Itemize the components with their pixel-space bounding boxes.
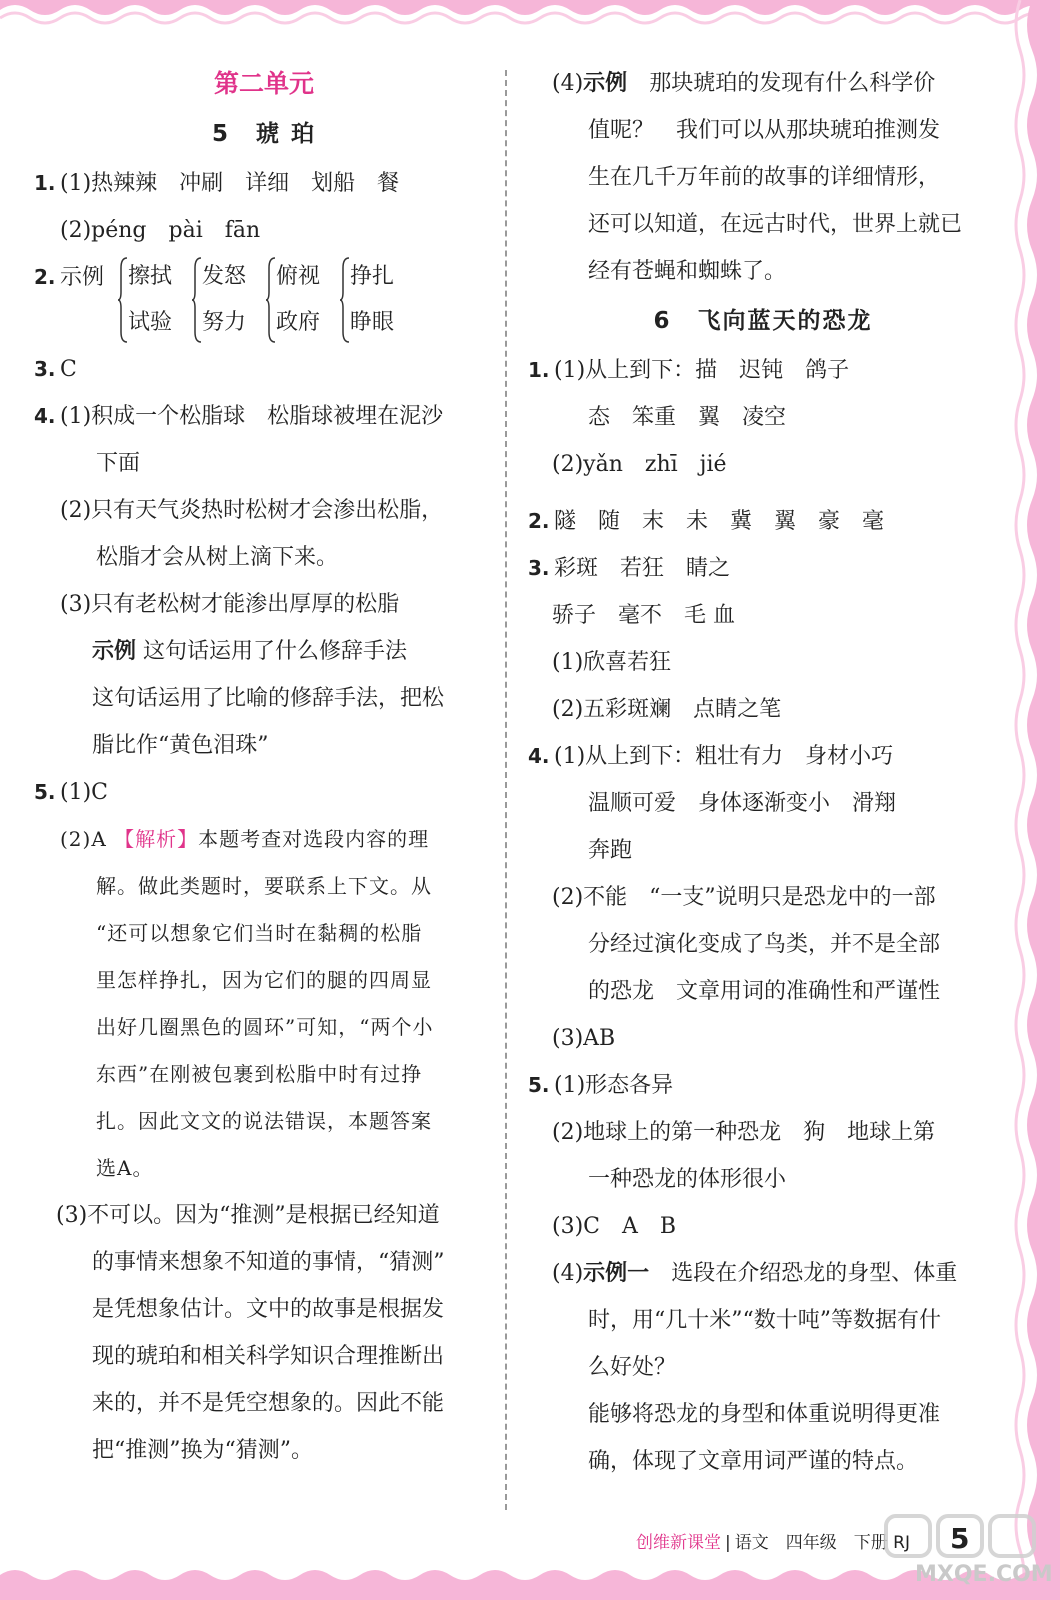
analysis-text: 解。做此类题时，要联系上下文。从: [96, 874, 432, 898]
l5-q5-c-text: 是凭想象估计。文中的故事是根据发: [92, 1297, 445, 1322]
l6-q2-line: [528, 498, 998, 545]
l5-q5-line-a: [34, 769, 494, 816]
analysis-text: “还可以想象它们当时在黏稠的松脂: [96, 921, 423, 945]
word-pair-3: [266, 254, 320, 346]
l6-q4-line-7: [528, 1015, 998, 1062]
l5-q5-c-1: [34, 1192, 494, 1239]
l5-q5-c-6: [34, 1427, 494, 1474]
l5-q1-line-a: [34, 160, 494, 207]
l5-q5-analysis-1: [34, 816, 494, 863]
brace-icon: [340, 254, 350, 346]
page-footer: [636, 1528, 910, 1558]
l6-q5-line-3: [528, 1156, 998, 1203]
l5-q5-analysis-3: [34, 910, 494, 957]
l6-q5-line-6: [528, 1297, 998, 1344]
footer-separator: |: [725, 1533, 731, 1553]
example-label: 示例: [92, 639, 137, 664]
l6-q4-text: (3)AB: [552, 1026, 616, 1051]
l6-q4-line-4: [528, 874, 998, 921]
l6-q5-text: (1)形态各异: [554, 1073, 674, 1098]
word: 发怒: [202, 264, 247, 289]
l5-q5-analysis-6: [34, 1051, 494, 1098]
lesson-5-title: [34, 108, 494, 160]
l6-q4-line-1: [528, 733, 998, 780]
l5-q4-line-3: [34, 487, 494, 534]
column-divider: [505, 70, 507, 1510]
l6-q4-line-6: [528, 968, 998, 1015]
l5-q5-c-3: [34, 1286, 494, 1333]
l5-q4-line-1: [34, 393, 494, 440]
word: 政府: [276, 310, 321, 335]
l6-q5d-text: 时，用“几十米”“数十吨”等数据有什: [588, 1308, 941, 1333]
l6-q1-line-3: [528, 441, 998, 488]
l6-q5d-prefix: (4): [552, 1261, 584, 1286]
analysis-text: 选A。: [96, 1156, 154, 1180]
analysis-text: 扎。因此文文的说法错误，本题答案: [96, 1109, 432, 1133]
word: 俯视: [276, 264, 321, 289]
example-label: 示例: [583, 71, 628, 96]
l5-q5d-text: 值呢？ 我们可以从那块琥珀推测发: [588, 118, 941, 143]
example-text: 这句话运用了什么修辞手法: [143, 639, 408, 664]
l5-q5d-line-4: [528, 201, 998, 248]
l5-q5d-line-5: [528, 248, 998, 295]
l5-q5-c-4: [34, 1333, 494, 1380]
l5-q4-answer-2: [34, 722, 494, 769]
unit-title: 第二单元: [213, 69, 314, 98]
word: 睁眼: [350, 310, 395, 335]
l5-q1-number: 1.: [34, 171, 56, 195]
l5-q1-answer-b: (2)péng pài fān: [60, 218, 261, 243]
analysis-text: 东西”在刚被包裹到松脂中时有过挣: [96, 1062, 423, 1086]
l6-q5d-text: 能够将恐龙的身型和体重说明得更准: [588, 1402, 941, 1427]
l6-q1-text: (2)yǎn zhī jié: [552, 452, 727, 477]
l5-q5-c-text: 现的琥珀和相关科学知识合理推断出: [92, 1344, 445, 1369]
l6-q5-number: 5.: [528, 1073, 550, 1097]
l6-q3-line-2: [528, 592, 998, 639]
right-column: [528, 60, 998, 1485]
l6-q1-line-1: [528, 347, 998, 394]
l6-q5-line-7: [528, 1344, 998, 1391]
l6-q5d-text: 么好处？: [588, 1355, 677, 1380]
l5-q5-c-text: 的事情来想象不知道的事情，“猜测”: [92, 1250, 445, 1275]
l6-q5-text: 一种恐龙的体形很小: [588, 1167, 787, 1192]
l5-q5-number: 5.: [34, 780, 56, 804]
l5-q5-c-5: [34, 1380, 494, 1427]
l5-q5d-text: 还可以知道，在远古时代，世界上就已: [588, 212, 963, 237]
l5-q4-line-5: [34, 581, 494, 628]
analysis-tag: 【解析】: [114, 827, 199, 851]
l5-q2-number: 2.: [34, 265, 56, 289]
footer-volume: 下册: [853, 1533, 888, 1553]
l5-q5-c-text: 来的，并不是凭空想象的。因此不能: [92, 1391, 445, 1416]
l5-q5d-text: 那块琥珀的发现有什么科学价: [649, 71, 936, 96]
l6-q2-number: 2.: [528, 509, 550, 533]
l5-q4-line-2: [34, 440, 494, 487]
l6-q4-text: (2)不能 “一支”说明只是恐龙中的一部: [552, 885, 936, 910]
l6-q3-line-3: [528, 639, 998, 686]
analysis-text: 本题考查对选段内容的理: [198, 827, 430, 851]
l6-q5-line-2: [528, 1109, 998, 1156]
l5-q5-answer-b: (2)A: [60, 827, 107, 851]
l6-q5d-text: 确，体现了文章用词严谨的特点。: [588, 1449, 919, 1474]
l5-q5-analysis-8: [34, 1145, 494, 1192]
l6-q5-line-5: [528, 1250, 998, 1297]
l6-q4-line-3: [528, 827, 998, 874]
l6-q4-line-5: [528, 921, 998, 968]
l6-q3-text: (1)欣喜若狂: [552, 650, 672, 675]
l5-q5-analysis-7: [34, 1098, 494, 1145]
l6-q1-number: 1.: [528, 358, 550, 382]
l6-q3-text: 彩斑 若狂 睛之: [554, 556, 731, 581]
top-wave-border: [0, 0, 1060, 30]
analysis-text: 里怎样挣扎，因为它们的腿的四周显: [96, 968, 432, 992]
right-wave-border: [1012, 0, 1060, 1600]
l5-q5-analysis-4: [34, 957, 494, 1004]
word: 擦拭: [128, 264, 173, 289]
analysis-text: 出好几圈黑色的圆环”可知，“两个小: [96, 1015, 434, 1039]
page-number: 5: [950, 1522, 970, 1555]
l6-q5d-text: 选段在介绍恐龙的身型、体重: [671, 1261, 958, 1286]
l6-q5-line-4: [528, 1203, 998, 1250]
watermark-text: MXQE.COM: [915, 1562, 1053, 1587]
l5-q5-analysis-5: [34, 1004, 494, 1051]
l5-q3-number: 3.: [34, 357, 56, 381]
l5-q5-c-text: (3)不可以。因为“推测”是根据已经知道: [56, 1203, 440, 1228]
l6-q4-text: 温顺可爱 身体逐渐变小 滑翔: [588, 791, 897, 816]
l5-q5d-line-1: [528, 60, 998, 107]
lesson-5-number: 5: [211, 121, 230, 147]
lesson-6-title: [528, 295, 998, 347]
word: 试验: [128, 310, 173, 335]
l6-q1-text: (1)从上到下：描 迟钝 鸽子: [554, 358, 850, 383]
l5-q5d-prefix: (4): [552, 71, 584, 96]
l6-q4-text: (1)从上到下：粗壮有力 身材小巧: [554, 744, 894, 769]
l5-q2-row: [34, 254, 494, 346]
lesson-5-name: 琥 珀: [256, 121, 317, 147]
l6-q4-text: 奔跑: [588, 838, 633, 863]
l5-q4-line-4: [34, 534, 494, 581]
l5-q5-c-text: 把“推测”换为“猜测”。: [92, 1438, 313, 1463]
word: 努力: [202, 310, 247, 335]
l5-q1-answer-a: (1)热辣辣 冲刷 详细 划船 餐: [60, 171, 400, 196]
l6-q4-number: 4.: [528, 744, 550, 768]
word-pair-4: [340, 254, 394, 346]
lesson-6-name: 飞向蓝天的恐龙: [697, 308, 873, 334]
l6-q5-text: (2)地球上的第一种恐龙 狗 地球上第: [552, 1120, 936, 1145]
l6-q2-text: 隧 随 末 未 冀 翼 豪 毫: [554, 509, 885, 534]
l6-q5-text: (3)C A B: [552, 1214, 677, 1239]
l6-q1-line-2: [528, 394, 998, 441]
l6-q4-text: 分经过演化变成了鸟类，并不是全部: [588, 932, 941, 957]
l5-q4-text: 下面: [96, 451, 141, 476]
l5-q3-answer: C: [60, 357, 77, 382]
l5-q4-text: 脂比作“黄色泪珠”: [92, 733, 269, 758]
example-label: 示例一: [583, 1261, 650, 1286]
l6-q1-text: 态 笨重 翼 凌空: [588, 405, 787, 430]
brace-icon: [118, 254, 128, 346]
l6-q5-line-8: [528, 1391, 998, 1438]
l5-q4-example: [34, 628, 494, 675]
l5-q4-text: (1)积成一个松脂球 松脂球被埋在泥沙: [60, 404, 444, 429]
l5-q5-c-2: [34, 1239, 494, 1286]
l5-q4-text: (3)只有老松树才能渗出厚厚的松脂: [60, 592, 400, 617]
l5-q5d-line-2: [528, 107, 998, 154]
left-column: [34, 60, 494, 1474]
footer-subject: 语文: [734, 1533, 769, 1553]
word-pair-2: [192, 254, 246, 346]
l6-q5-line-9: [528, 1438, 998, 1485]
l5-q1-line-b: [34, 207, 494, 254]
l5-q3-line: [34, 346, 494, 393]
l6-q3-text: (2)五彩斑斓 点睛之笔: [552, 697, 782, 722]
l5-q5d-line-3: [528, 154, 998, 201]
l5-q5-answer-a: (1)C: [60, 780, 108, 805]
l6-q4-text: 的恐龙 文章用词的准确性和严谨性: [588, 979, 941, 1004]
l5-q4-text: 松脂才会从树上滴下来。: [96, 545, 339, 570]
l6-q3-text: 骄子 毫不 毛 血: [552, 603, 735, 628]
l5-q2-label: 示例: [60, 265, 105, 290]
brace-icon: [192, 254, 202, 346]
l6-q5-line-1: [528, 1062, 998, 1109]
brace-icon: [266, 254, 276, 346]
lesson-6-number: 6: [653, 308, 672, 334]
l5-q4-number: 4.: [34, 404, 56, 428]
l5-q5d-text: 经有苍蝇和蜘蛛了。: [588, 259, 787, 284]
word: 挣扎: [350, 264, 395, 289]
word-pair-1: [118, 254, 172, 346]
l6-q3-line-1: [528, 545, 998, 592]
footer-grade: 四年级: [785, 1533, 837, 1553]
l6-q4-line-2: [528, 780, 998, 827]
l5-q5d-text: 生在几千万年前的故事的详细情形，: [588, 165, 941, 190]
l6-q3-line-4: [528, 686, 998, 733]
footer-edition: RJ: [893, 1533, 910, 1553]
l5-q4-text: 这句话运用了比喻的修辞手法，把松: [92, 686, 445, 711]
footer-brand: 创维新课堂: [636, 1533, 721, 1553]
l5-q4-answer-1: [34, 675, 494, 722]
l5-q5-analysis-2: [34, 863, 494, 910]
l5-q4-text: (2)只有天气炎热时松树才会渗出松脂，: [60, 498, 444, 523]
l6-q3-number: 3.: [528, 556, 550, 580]
